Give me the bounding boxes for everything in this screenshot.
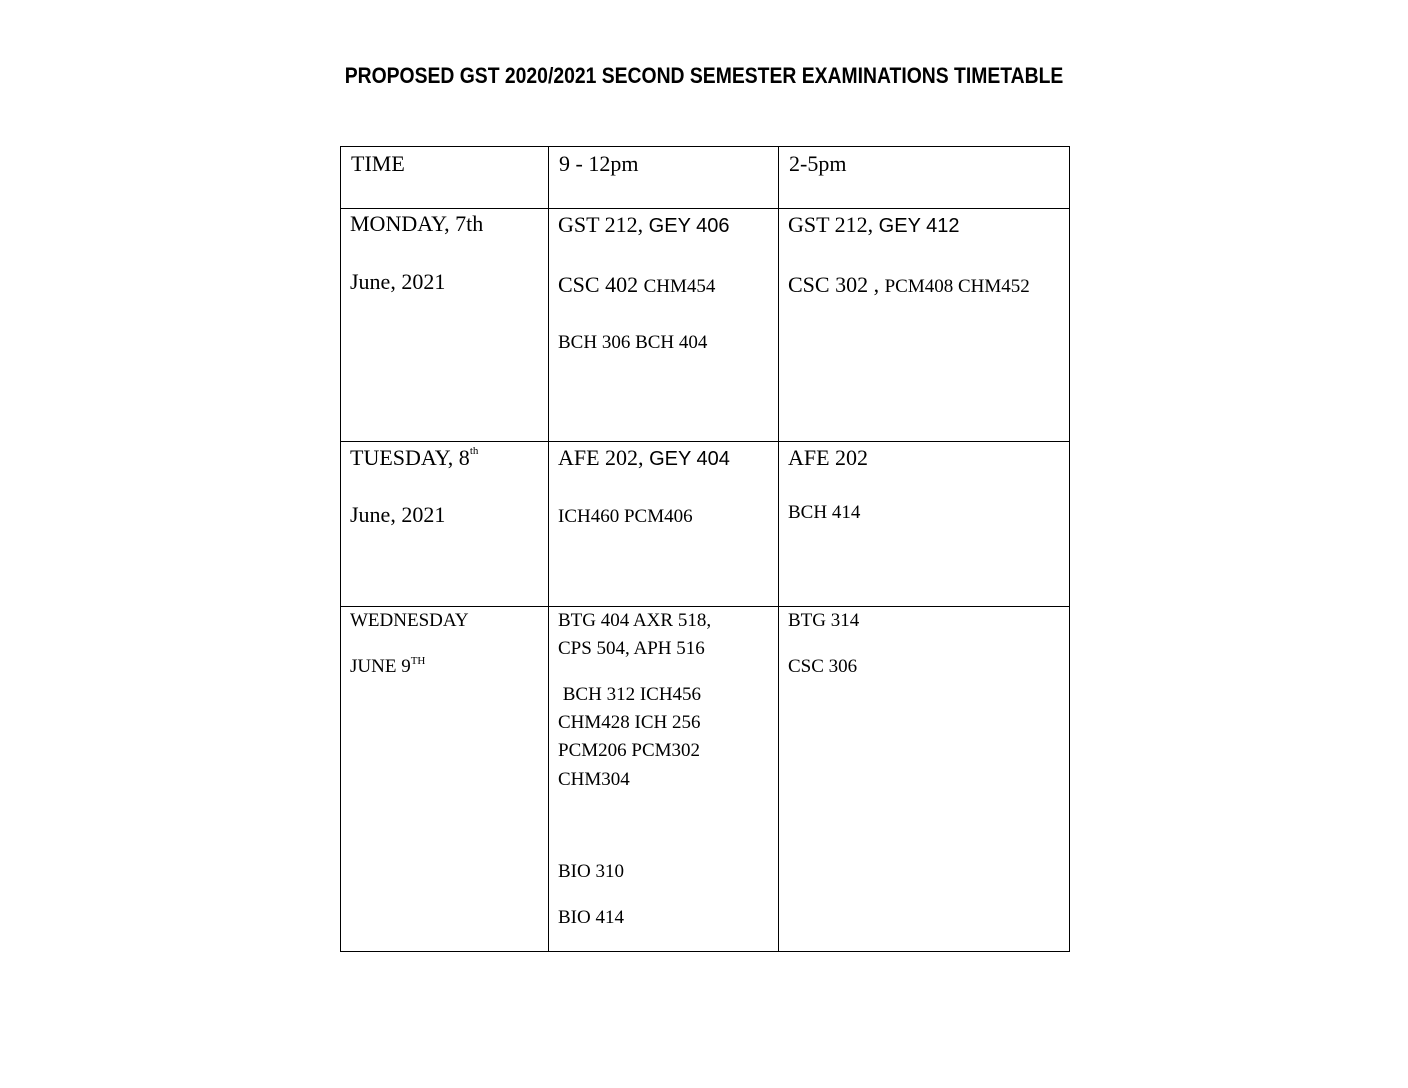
wednesday-am-line7: BIO 310	[558, 861, 624, 882]
wednesday-am-line5: PCM206 PCM302	[558, 740, 701, 761]
table-row-monday	[341, 209, 1070, 442]
wednesday-am-line2: CPS 504, APH 516	[558, 638, 705, 659]
monday-pm-line2-a: CSC 302 ,	[788, 272, 885, 297]
wednesday-afternoon-cell	[779, 607, 1070, 952]
tuesday-pm-line2: BCH 414	[788, 502, 861, 523]
wednesday-morning-cell	[549, 607, 779, 952]
monday-morning-cell	[549, 209, 779, 442]
monday-pm-line2	[788, 274, 1030, 296]
wednesday-pm-line1: BTG 314	[788, 610, 860, 631]
wednesday-am-line8: BIO 414	[558, 907, 624, 928]
monday-pm-line1	[788, 214, 959, 236]
tuesday-day-sup: th	[469, 445, 479, 457]
afternoon-slot-header: 2-5pm	[789, 151, 847, 176]
monday-day-cell	[341, 209, 549, 442]
monday-am-line3: BCH 306 BCH 404	[558, 332, 708, 353]
wednesday-date-sup: TH	[410, 655, 426, 667]
time-header: TIME	[351, 151, 405, 176]
slot1-header-cell	[549, 147, 779, 209]
tuesday-day-text: TUESDAY, 8	[350, 445, 470, 470]
monday-am-line2-b: CHM454	[643, 276, 716, 297]
slot2-header-cell	[779, 147, 1070, 209]
monday-pm-line2-b: PCM408 CHM452	[884, 276, 1030, 297]
monday-am-line2-a: CSC 402	[558, 272, 644, 297]
monday-am-line1-a: GST 212,	[558, 212, 649, 237]
tuesday-morning-cell	[549, 442, 779, 607]
monday-pm-line1-a: GST 212,	[788, 212, 879, 237]
monday-am-line2	[558, 274, 715, 296]
wednesday-am-line6: CHM304	[558, 769, 630, 790]
tuesday-am-line1	[558, 447, 730, 469]
wednesday-pm-line2: CSC 306	[788, 656, 858, 677]
monday-date: June, 2021	[350, 269, 446, 294]
tuesday-day-cell	[341, 442, 549, 607]
tuesday-date: June, 2021	[350, 502, 446, 527]
wednesday-am-line4: CHM428 ICH 256	[558, 712, 701, 733]
monday-afternoon-cell	[779, 209, 1070, 442]
morning-slot-header: 9 - 12pm	[559, 151, 639, 176]
tuesday-am-line1-b: GEY 404	[649, 448, 730, 470]
wednesday-day-cell	[341, 607, 549, 952]
wednesday-am-line3: BCH 312 ICH456	[558, 684, 702, 705]
wednesday-day: WEDNESDAY	[350, 610, 469, 631]
tuesday-pm-line1: AFE 202	[788, 445, 869, 470]
table-header-row	[341, 147, 1070, 209]
tuesday-day	[350, 447, 478, 469]
monday-am-line1	[558, 214, 729, 236]
exam-timetable	[340, 146, 1070, 952]
tuesday-afternoon-cell	[779, 442, 1070, 607]
monday-day: MONDAY, 7th	[350, 211, 484, 236]
table-row-tuesday	[341, 442, 1070, 607]
tuesday-am-line1-a: AFE 202,	[558, 445, 650, 470]
tuesday-am-line2: ICH460 PCM406	[558, 506, 693, 527]
wednesday-date	[350, 657, 425, 676]
time-header-cell	[341, 147, 549, 209]
monday-pm-line1-b: GEY 412	[878, 215, 960, 237]
page-title: PROPOSED GST 2020/2021 SECOND SEMESTER EXAMINATIONS TIMETABLE	[344, 63, 1064, 88]
wednesday-am-line1: BTG 404 AXR 518,	[558, 610, 712, 631]
monday-am-line1-b: GEY 406	[648, 215, 730, 237]
table-row-wednesday	[341, 607, 1070, 952]
wednesday-date-text: JUNE 9	[350, 656, 411, 677]
